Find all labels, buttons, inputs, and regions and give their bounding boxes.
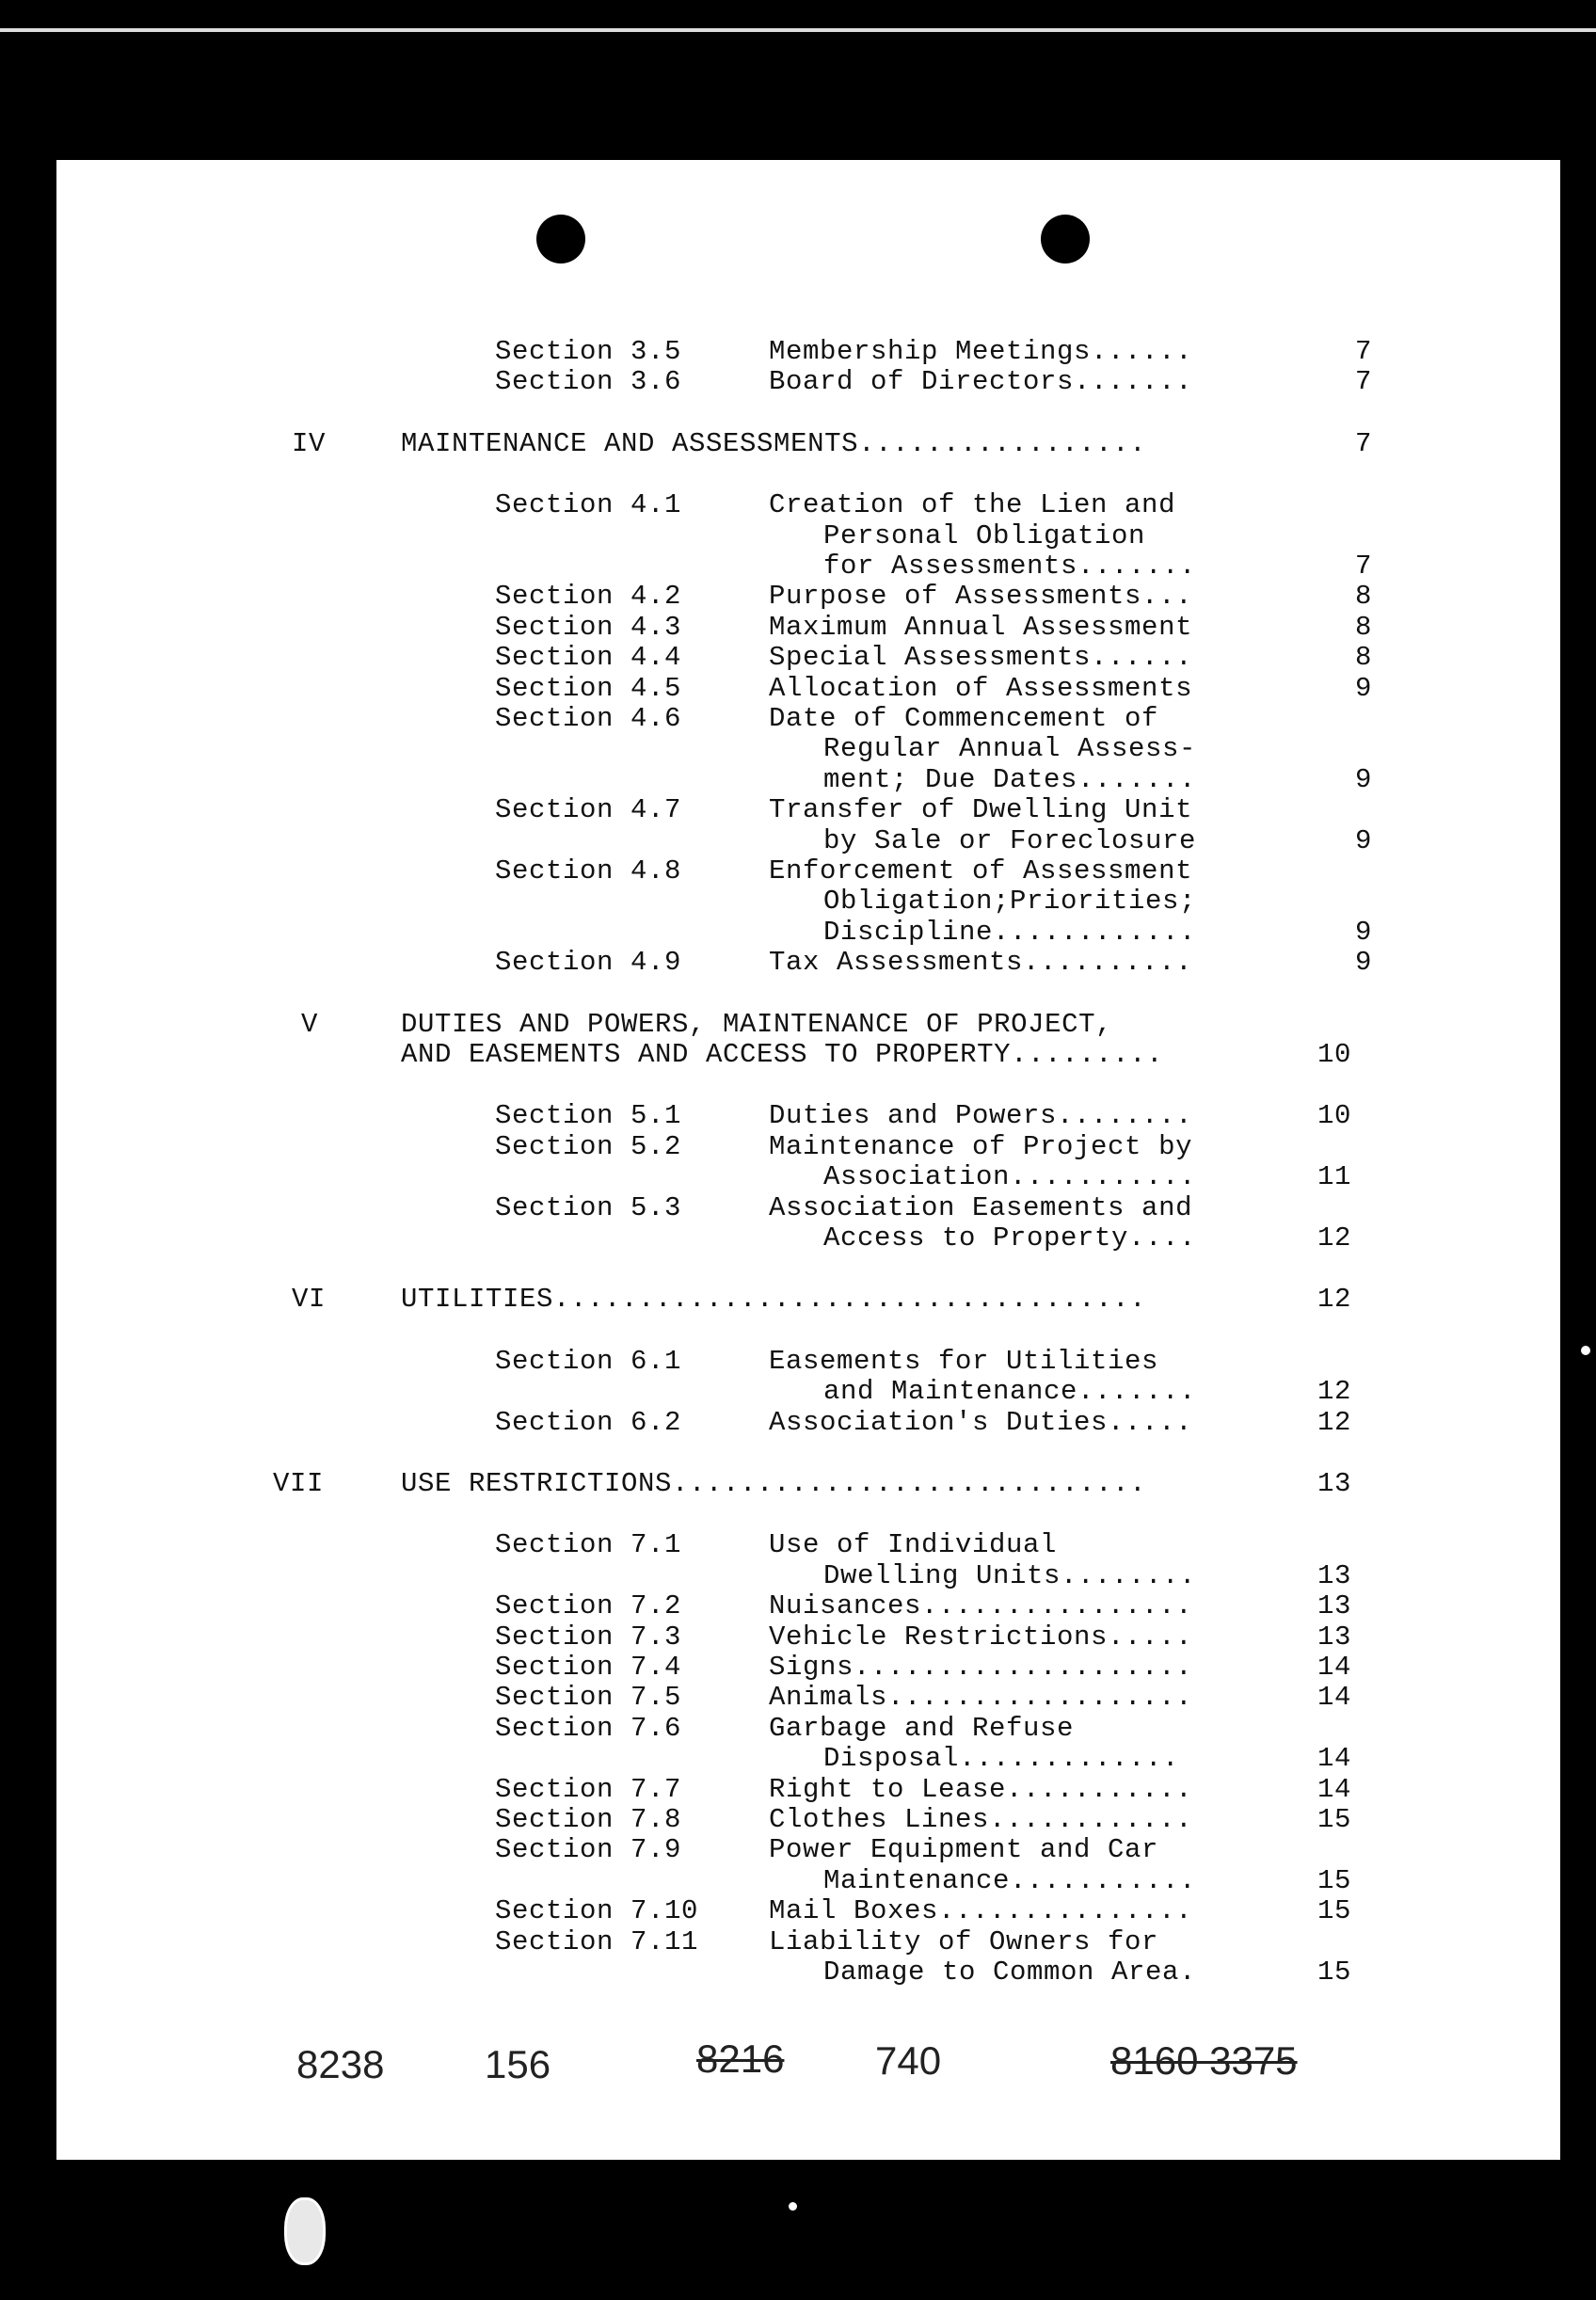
section-number: Section 7.5 <box>495 1682 682 1714</box>
page-reference: 12 <box>1317 1376 1352 1408</box>
page-reference: 9 <box>1355 824 1373 856</box>
page-reference: 10 <box>1317 1039 1352 1070</box>
section-title: Purpose of Assessments... <box>769 581 1193 613</box>
section-number: Section 5.2 <box>495 1130 682 1162</box>
section-number: Section 7.1 <box>495 1529 682 1561</box>
page-reference: 14 <box>1317 1652 1352 1683</box>
page-number: 156 <box>485 2042 551 2086</box>
section-title: Association Easements and <box>769 1191 1193 1223</box>
section-title: Association's Duties..... <box>769 1406 1193 1438</box>
page-reference: 7 <box>1355 427 1373 459</box>
section-number: Section 7.3 <box>495 1621 682 1653</box>
section-number: Section 4.6 <box>495 703 682 734</box>
section-title: Discipline............ <box>823 916 1197 948</box>
section-number: Section 4.1 <box>495 489 682 521</box>
page-reference: 13 <box>1317 1621 1352 1653</box>
section-title: Special Assessments...... <box>769 642 1193 674</box>
section-title: Power Equipment and Car <box>769 1834 1159 1866</box>
section-title: Personal Obligation <box>823 519 1146 551</box>
section-title: Dwelling Units........ <box>823 1559 1197 1591</box>
section-number: Section 7.4 <box>495 1652 682 1683</box>
corner-stamp-mark <box>284 2197 326 2265</box>
section-number: Section 4.7 <box>495 794 682 826</box>
section-title: Obligation;Priorities; <box>823 886 1197 918</box>
section-number: Section 4.3 <box>495 611 682 643</box>
section-number: Section 7.6 <box>495 1712 682 1744</box>
scan-speck <box>1581 1346 1590 1355</box>
punch-hole-left <box>536 215 585 264</box>
document-page <box>56 160 1560 2160</box>
section-title: for Assessments....... <box>823 551 1197 582</box>
section-title: Use of Individual <box>769 1529 1058 1561</box>
section-title: Animals.................. <box>769 1682 1193 1714</box>
section-title: Nuisances................ <box>769 1590 1193 1622</box>
page-reference: 9 <box>1355 672 1373 704</box>
section-title: Enforcement of Assessment <box>769 855 1193 886</box>
section-number: Section 7.9 <box>495 1834 682 1866</box>
section-number: Section 7.8 <box>495 1804 682 1835</box>
section-title: Vehicle Restrictions..... <box>769 1621 1193 1653</box>
section-number: Section 7.7 <box>495 1773 682 1805</box>
section-number: Section 4.2 <box>495 581 682 613</box>
page-reference: 7 <box>1355 551 1373 582</box>
page-reference: 12 <box>1317 1284 1352 1316</box>
section-title: and Maintenance....... <box>823 1376 1197 1408</box>
section-number: Section 5.1 <box>495 1100 682 1132</box>
chapter-number: VII <box>273 1468 325 1499</box>
section-number: Section 5.3 <box>495 1191 682 1223</box>
chapter-title: MAINTENANCE AND ASSESSMENTS................. <box>401 427 1147 459</box>
section-title: Regular Annual Assess- <box>823 733 1197 765</box>
page-reference: 12 <box>1317 1222 1352 1254</box>
page-reference: 13 <box>1317 1559 1352 1591</box>
page-reference: 14 <box>1317 1682 1352 1714</box>
chapter-title: DUTIES AND POWERS, MAINTENANCE OF PROJECT, <box>401 1008 1113 1040</box>
section-title: Garbage and Refuse <box>769 1712 1075 1744</box>
section-number: Section 4.9 <box>495 947 682 979</box>
chapter-title: USE RESTRICTIONS............................ <box>401 1468 1147 1499</box>
page-reference: 15 <box>1317 1895 1352 1927</box>
section-title: Easements for Utilities <box>769 1345 1159 1377</box>
punch-hole-right <box>1041 215 1090 264</box>
section-number: Section 3.6 <box>495 366 682 398</box>
section-title: Mail Boxes............... <box>769 1895 1193 1927</box>
section-number: Section 7.11 <box>495 1925 699 1957</box>
struck-book-number: 8216 <box>696 2036 785 2081</box>
section-number: Section 7.10 <box>495 1895 699 1927</box>
section-number: Section 6.1 <box>495 1345 682 1377</box>
chapter-number: IV <box>292 427 327 459</box>
section-title: Date of Commencement of <box>769 703 1159 734</box>
page-reference: 8 <box>1355 642 1373 674</box>
section-title: Duties and Powers........ <box>769 1100 1193 1132</box>
struck-reference-number: 8160 3375 <box>1110 2038 1298 2083</box>
section-title: Damage to Common Area. <box>823 1957 1197 1988</box>
chapter-number: V <box>301 1008 319 1040</box>
section-title: Maximum Annual Assessment <box>769 611 1193 643</box>
book-number: 8238 <box>296 2042 385 2086</box>
page-reference: 15 <box>1317 1957 1352 1988</box>
page-reference: 7 <box>1355 336 1373 367</box>
section-number: Section 4.5 <box>495 672 682 704</box>
chapter-title: UTILITIES................................... <box>401 1284 1147 1316</box>
scan-speck <box>789 2202 797 2211</box>
page-reference: 7 <box>1355 366 1373 398</box>
section-number: Section 7.2 <box>495 1590 682 1622</box>
page-reference: 8 <box>1355 581 1373 613</box>
section-title: Right to Lease........... <box>769 1773 1193 1805</box>
page-reference: 9 <box>1355 916 1373 948</box>
section-title: Clothes Lines............ <box>769 1804 1193 1835</box>
page-reference: 8 <box>1355 611 1373 643</box>
page-reference: 11 <box>1317 1161 1352 1193</box>
section-title: ment; Due Dates....... <box>823 763 1197 795</box>
section-title: Membership Meetings...... <box>769 336 1193 367</box>
section-number: Section 6.2 <box>495 1406 682 1438</box>
struck-page-number: 740 <box>875 2038 942 2083</box>
page-reference: 9 <box>1355 763 1373 795</box>
page-reference: 15 <box>1317 1864 1352 1896</box>
section-title: Signs.................... <box>769 1652 1193 1683</box>
page-reference: 10 <box>1317 1100 1352 1132</box>
section-title: by Sale or Foreclosure <box>823 824 1197 856</box>
section-title: Maintenance of Project by <box>769 1130 1193 1162</box>
page-reference: 14 <box>1317 1743 1352 1775</box>
section-title: Access to Property.... <box>823 1222 1197 1254</box>
chapter-number: VI <box>292 1284 327 1316</box>
section-title: Transfer of Dwelling Unit <box>769 794 1193 826</box>
section-title: Allocation of Assessments <box>769 672 1193 704</box>
page-reference: 9 <box>1355 947 1373 979</box>
section-title: Association........... <box>823 1161 1197 1193</box>
section-title: Maintenance........... <box>823 1864 1197 1896</box>
section-title: Liability of Owners for <box>769 1925 1159 1957</box>
section-title: Tax Assessments.......... <box>769 947 1193 979</box>
section-number: Section 4.8 <box>495 855 682 886</box>
page-reference: 12 <box>1317 1406 1352 1438</box>
section-number: Section 4.4 <box>495 642 682 674</box>
scan-top-edge-line <box>0 28 1596 32</box>
section-number: Section 3.5 <box>495 336 682 367</box>
chapter-title: AND EASEMENTS AND ACCESS TO PROPERTY......... <box>401 1039 1164 1070</box>
section-title: Disposal............. <box>823 1743 1180 1775</box>
section-title: Creation of the Lien and <box>769 489 1176 521</box>
page-reference: 15 <box>1317 1804 1352 1835</box>
page-reference: 14 <box>1317 1773 1352 1805</box>
page-reference: 13 <box>1317 1468 1352 1499</box>
page-reference: 13 <box>1317 1590 1352 1622</box>
section-title: Board of Directors....... <box>769 366 1193 398</box>
